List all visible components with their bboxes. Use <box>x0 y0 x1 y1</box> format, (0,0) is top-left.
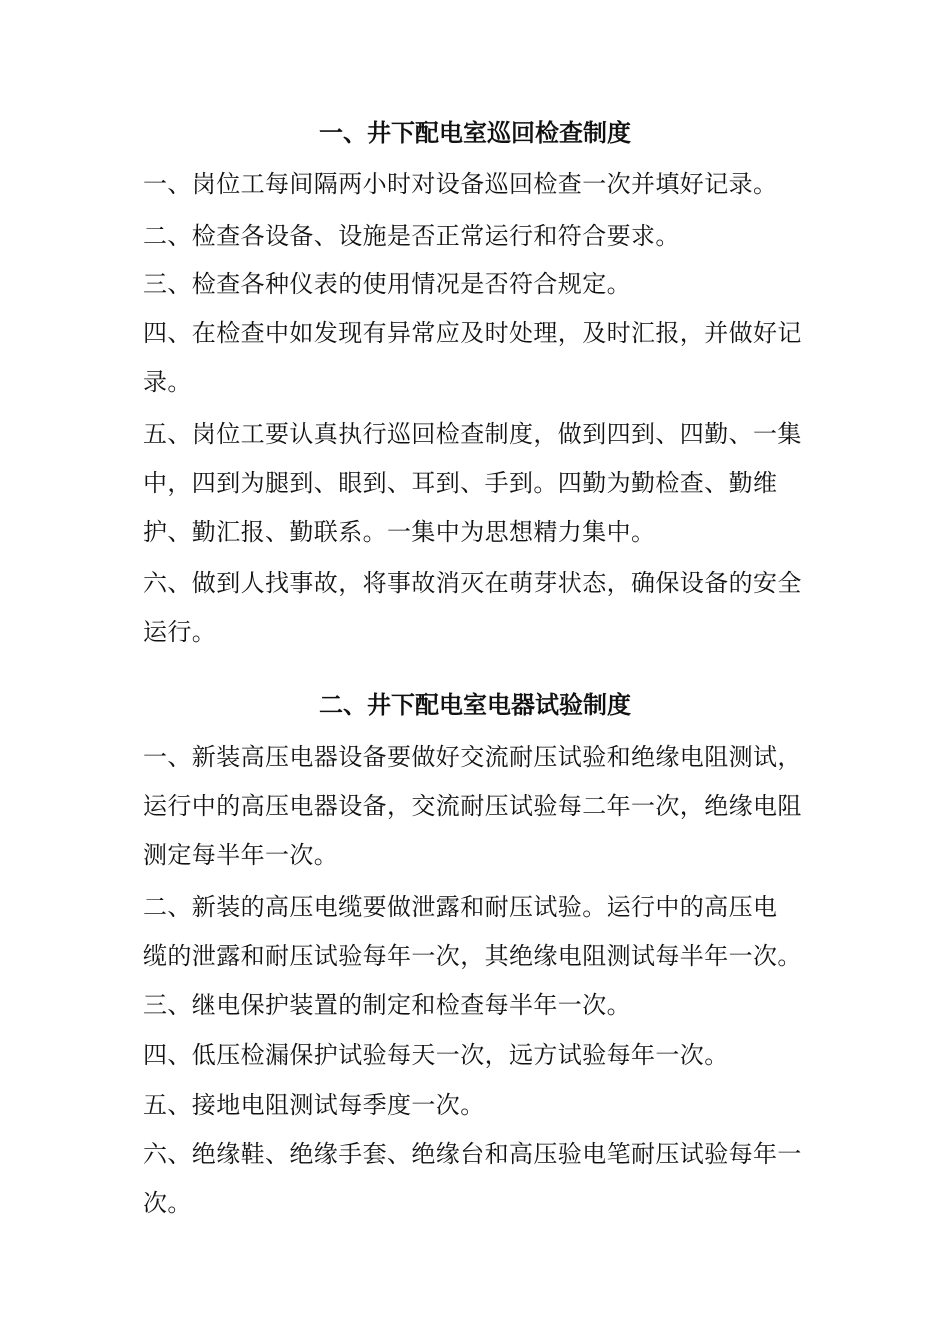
section-1-item-6: 六、做到人找事故，将事故消灭在萌芽状态，确保设备的安全运行。 <box>143 569 802 646</box>
section-1-item-4: 四、在检查中如发现有异常应及时处理，及时汇报，并做好记录。 <box>143 319 802 396</box>
section-2-item-5: 五、接地电阻测试每季度一次。 <box>143 1091 485 1119</box>
section-2-item-2-cont: 缆的泄露和耐压试验每年一次，其绝缘电阻测试每半年一次。 <box>143 942 802 970</box>
section-1-item-1: 一、岗位工每间隔两小时对设备巡回检查一次并填好记录。 <box>143 170 778 198</box>
section-1-item-3: 三、检查各种仪表的使用情况是否符合规定。 <box>143 270 631 298</box>
section-2-item-4: 四、低压检漏保护试验每天一次，远方试验每年一次。 <box>143 1041 729 1069</box>
section-2-item-2: 二、新装的高压电缆要做泄露和耐压试验。运行中的高压电 <box>143 893 778 921</box>
section-2-item-6: 六、绝缘鞋、绝缘手套、绝缘台和高压验电笔耐压试验每年一次。 <box>143 1140 802 1217</box>
section-2-item-1: 一、新装高压电器设备要做好交流耐压试验和绝缘电阻测试，运行中的高压电器设备，交流耐压试验每二年一次，绝缘电阻测定每半年一次。 <box>143 743 802 869</box>
section-1-title: 一、井下配电室巡回检查制度 <box>319 118 631 147</box>
section-1-item-5: 五、岗位工要认真执行巡回检查制度，做到四到、四勤、一集中，四到为腿到、眼到、耳到、手到。四勤为勤检查、勤维护、勤汇报、勤联系。一集中为思想精力集中。 <box>143 420 802 546</box>
section-2-title: 二、井下配电室电器试验制度 <box>319 690 631 719</box>
section-1-item-2: 二、检查各设备、设施是否正常运行和符合要求。 <box>143 222 680 250</box>
section-2-item-3: 三、继电保护装置的制定和检查每半年一次。 <box>143 991 631 1019</box>
